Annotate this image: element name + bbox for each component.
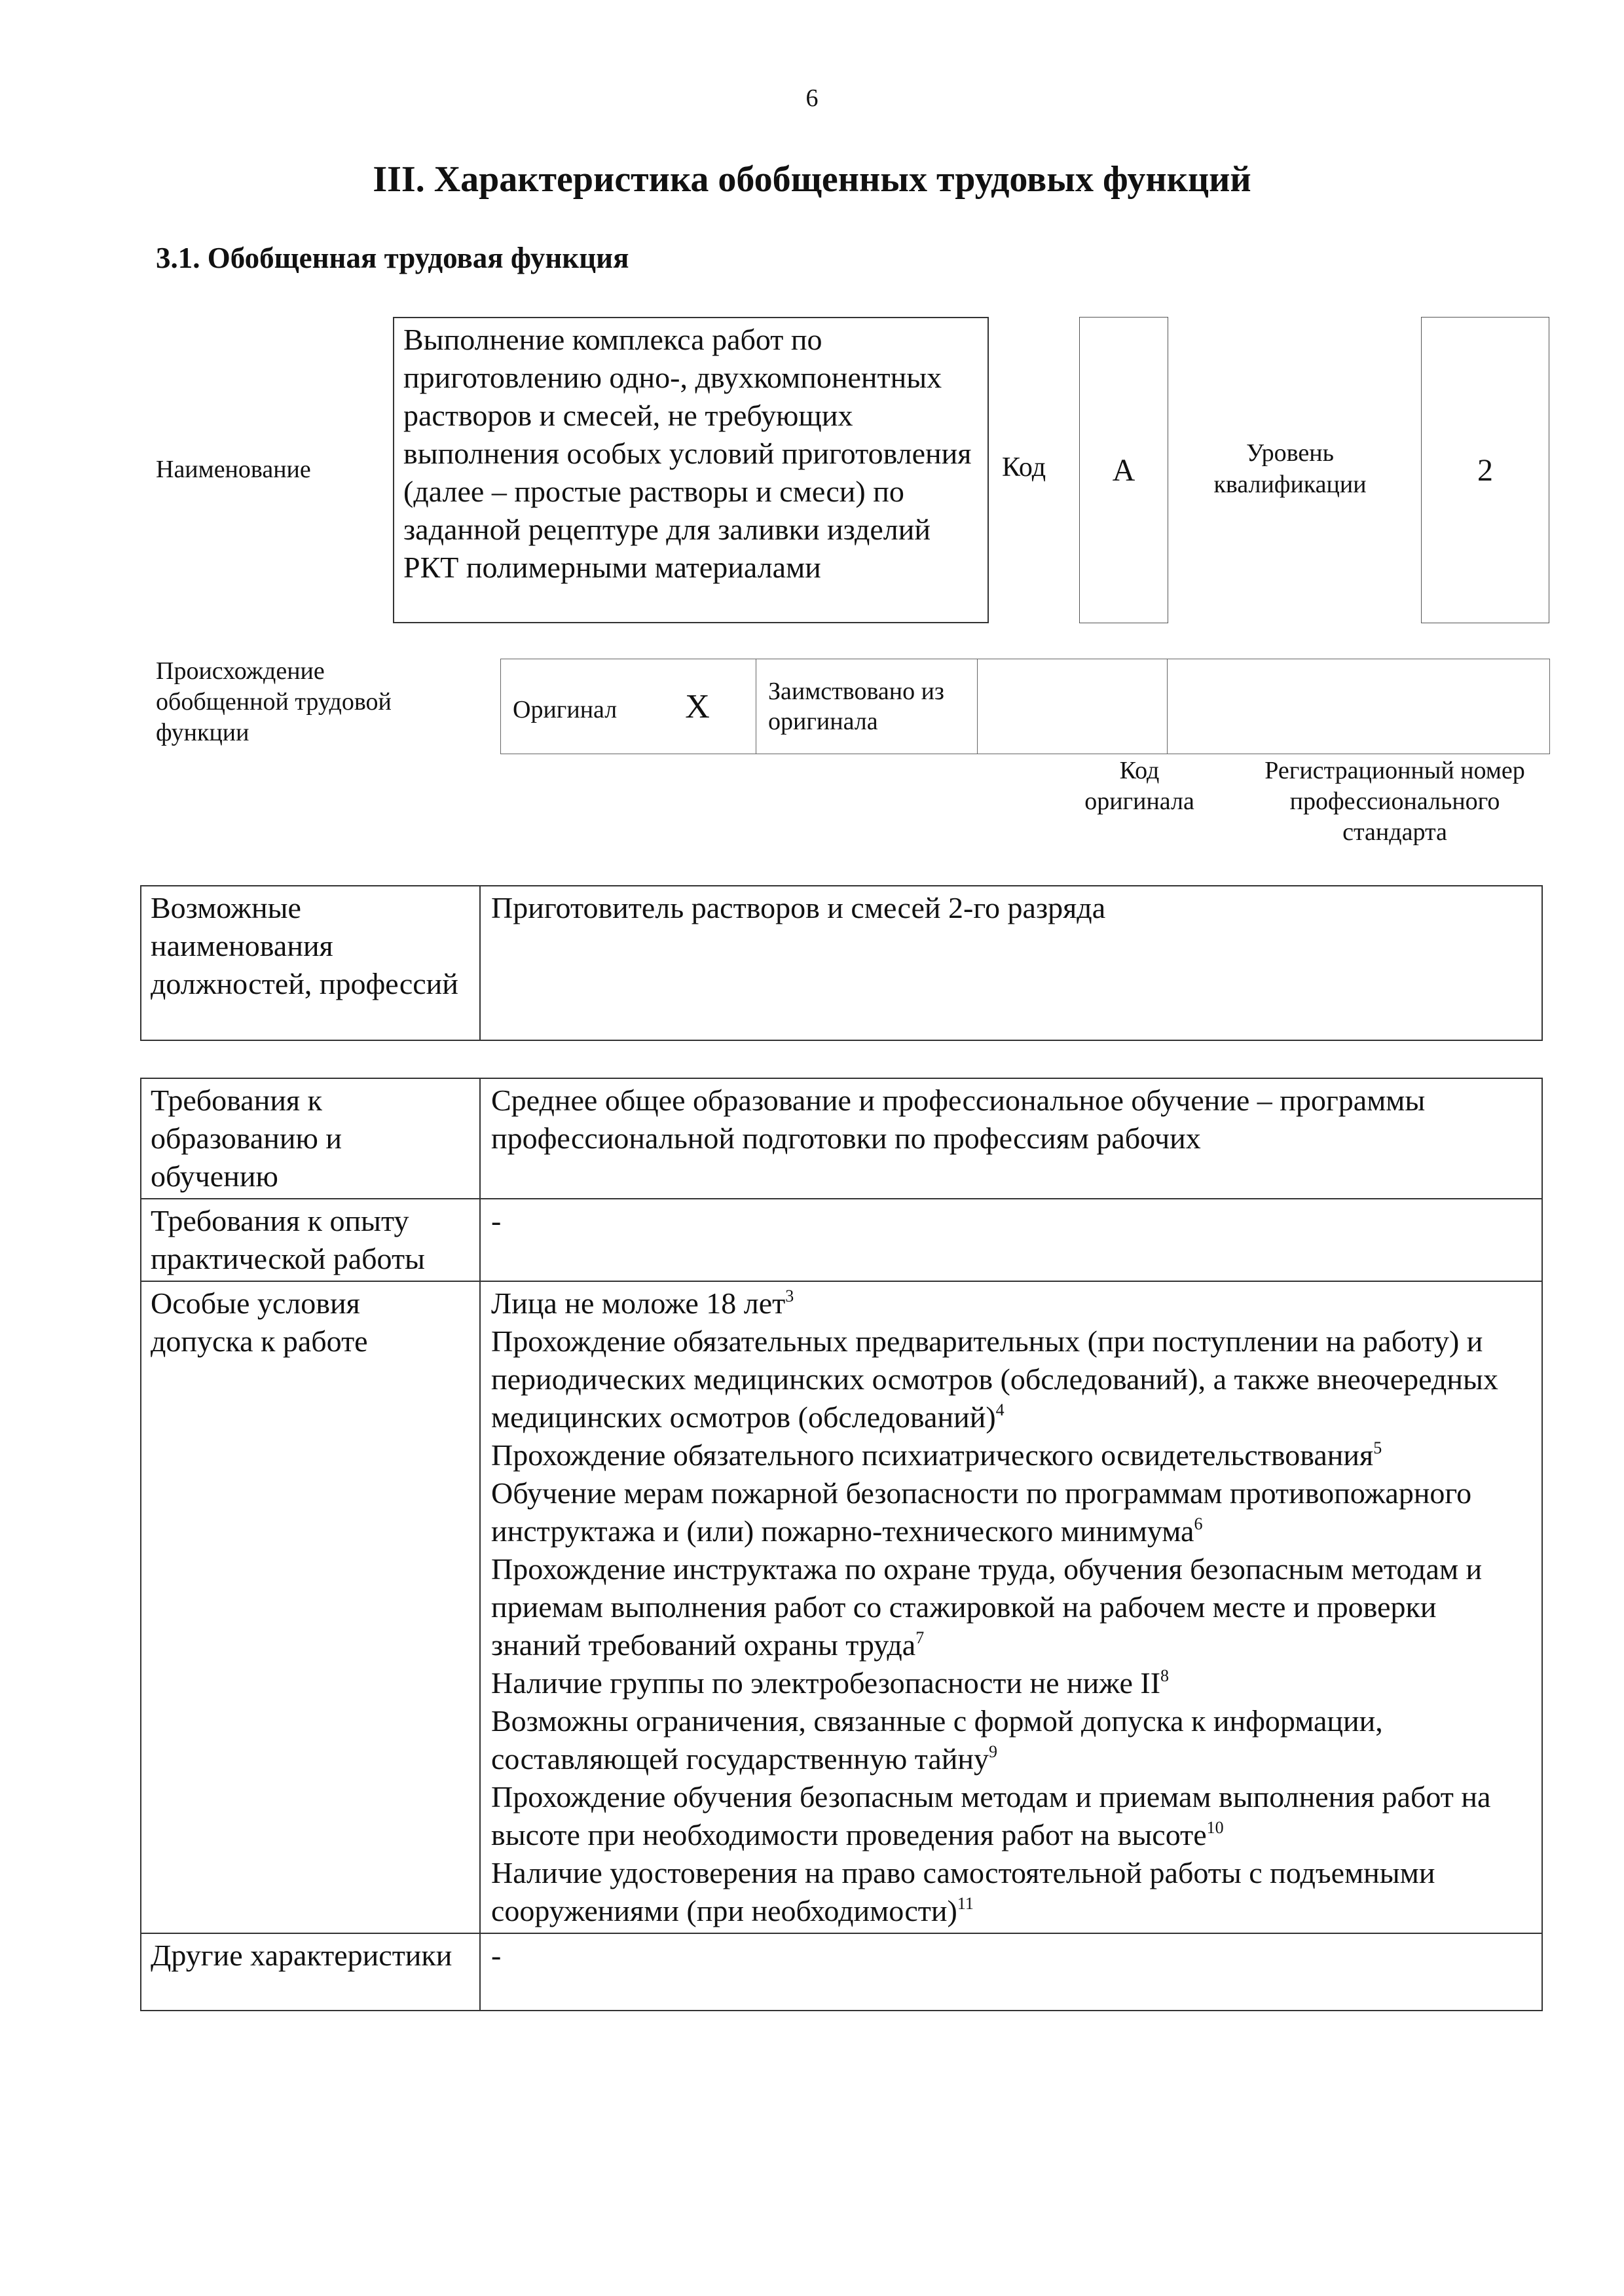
- condition-item: Прохождение обязательных предварительных (при поступлении на работу) и периодических медицинских осмотров (обследований), а также внеочередных медицинских осмотров (обследований)$^4$: [491, 1324, 1498, 1434]
- footnote-ref: 8: [1160, 1666, 1170, 1685]
- footnote-ref: 10: [1206, 1818, 1224, 1837]
- other-characteristics-value: -: [480, 1933, 1542, 2011]
- code-value-box: А: [1079, 317, 1168, 623]
- condition-item: Лица не моложе 18 лет$^3$: [491, 1286, 794, 1320]
- condition-item: Прохождение обязательного психиатрического освидетельствования$^5$: [491, 1438, 1382, 1472]
- borrowed-label: Заимствовано из оригинала: [756, 659, 978, 754]
- subsection-title: 3.1. Обобщенная трудовая функция: [156, 242, 629, 274]
- condition-item: Прохождение инструктажа по охране труда, обучения безопасным методам и приемам выполнения работ со стажировкой на рабочем месте и проверки знаний требований охраны труда$^7$: [491, 1552, 1483, 1662]
- footnote-ref: 7: [915, 1628, 925, 1647]
- condition-item: Возможны ограничения, связанные с формой допуска к информации, составляющей государственную тайну$^9$: [491, 1704, 1383, 1776]
- footnote-ref: 3: [785, 1286, 794, 1305]
- education-label: Требования к образованию и обучению: [141, 1078, 480, 1199]
- positions-table: [140, 885, 1543, 1041]
- footnote-ref: 6: [1194, 1514, 1203, 1533]
- footnote-ref: 11: [957, 1894, 974, 1913]
- qualification-level-label: Уровень квалификации: [1213, 439, 1367, 498]
- footnote-ref: 9: [989, 1742, 998, 1761]
- name-label: Наименование: [156, 456, 311, 483]
- experience-label: Требования к опыту практической работы: [141, 1199, 480, 1281]
- page-number: 6: [805, 84, 819, 112]
- footnote-ref: 4: [995, 1400, 1005, 1419]
- original-label: Оригинал: [513, 695, 618, 723]
- positions-value: Приготовитель растворов и смесей 2-го разряда: [480, 886, 1542, 1040]
- condition-item: Прохождение обучения безопасным методам и приемам выполнения работ на высоте при необходимости проведения работ на высоте$^{10}$: [491, 1780, 1491, 1851]
- registration-number-caption: Регистрационный номер профессионального стандарта: [1264, 757, 1525, 846]
- footnote-ref: 5: [1373, 1438, 1382, 1457]
- condition-item: Обучение мерам пожарной безопасности по программам противопожарного инструктажа и (или) пожарно-технического минимума$^6$: [491, 1476, 1472, 1548]
- function-name-box: Выполнение комплекса работ по приготовлению одно-, двухкомпонентных растворов и смесей, не требующих выполнения особых условий приготовления (далее – простые растворы и смеси) по заданной рецептуре для заливки изделий РКТ полимерными материалами: [393, 317, 989, 623]
- original-code-caption: Код оригинала: [1084, 757, 1194, 815]
- experience-value: -: [480, 1199, 1542, 1281]
- origin-table: [500, 659, 1550, 754]
- education-value: Среднее общее образование и профессиональное обучение – программы профессиональной подготовки по профессиям рабочих: [480, 1078, 1542, 1199]
- qualification-level-box: 2: [1421, 317, 1549, 623]
- condition-item: Наличие группы по электробезопасности не ниже $II^8$: [491, 1666, 1170, 1700]
- original-mark: Х: [685, 687, 710, 725]
- other-characteristics-label: Другие характеристики: [141, 1933, 480, 2011]
- registration-number-cell: [1168, 659, 1550, 754]
- special-conditions-list: [480, 1281, 1542, 1933]
- positions-label: Возможные наименования должностей, профессий: [141, 886, 480, 1040]
- original-code-cell: [978, 659, 1168, 754]
- requirements-table: [140, 1078, 1543, 2011]
- code-label: Код: [1002, 452, 1046, 483]
- section-title: III. Характеристика обобщенных трудовых функций: [373, 159, 1251, 200]
- origin-original-cell: [501, 659, 756, 754]
- condition-item: Наличие удостоверения на право самостоятельной работы с подъемными сооружениями (при необходимости)$^{11}$: [491, 1856, 1435, 1927]
- special-conditions-label: Особые условия допуска к работе: [141, 1281, 480, 1933]
- origin-label: Происхождение обобщенной трудовой функции: [156, 657, 392, 746]
